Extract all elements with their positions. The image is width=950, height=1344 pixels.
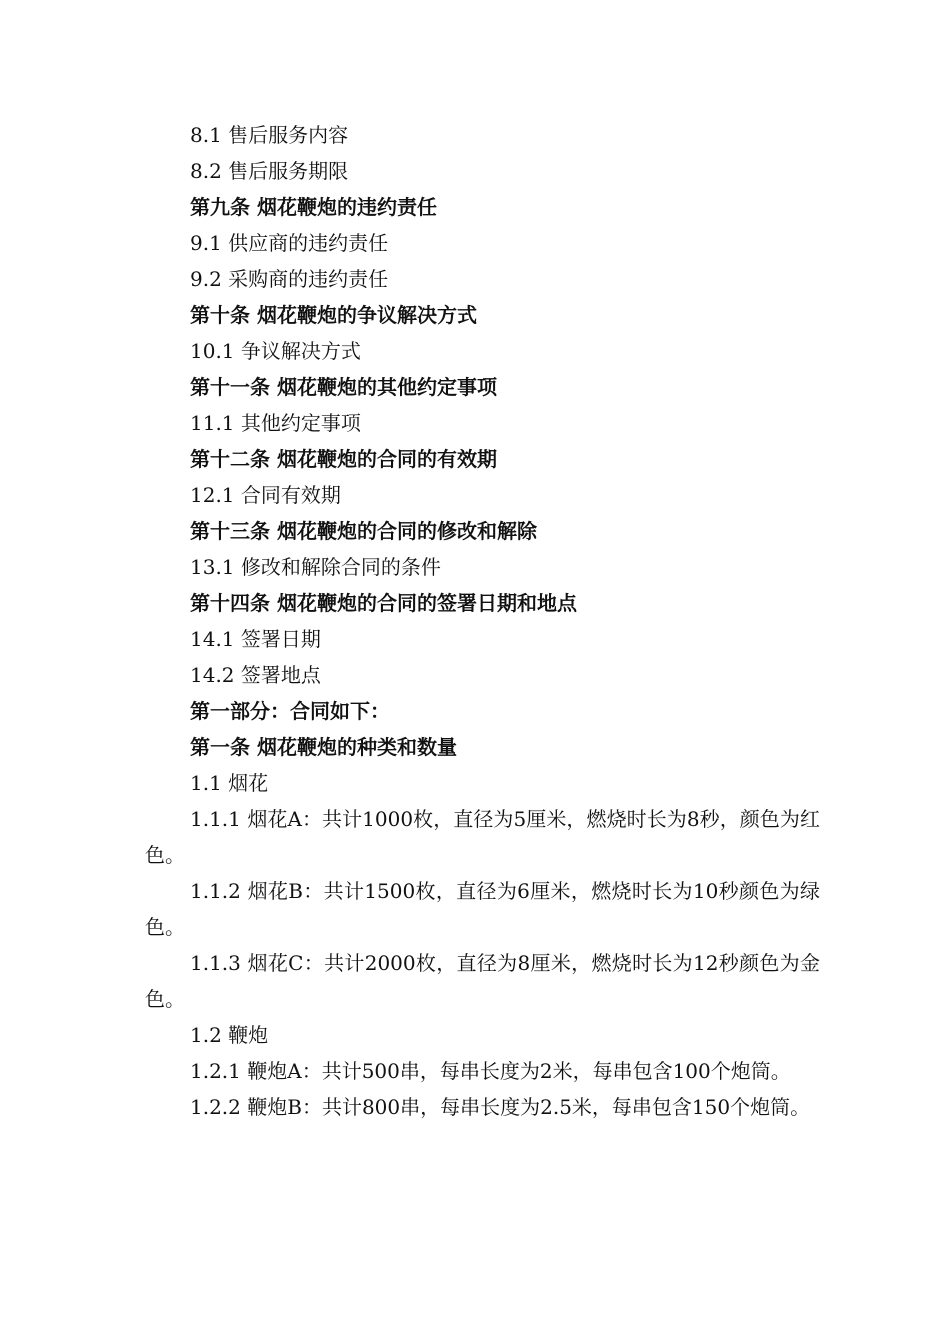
clause-paragraph: 1.1.1 烟花A：共计1000枚，直径为5厘米，燃烧时长为8秒，颜色为红色。 xyxy=(145,807,820,867)
article-heading: 第一条 烟花鞭炮的种类和数量 xyxy=(190,735,457,759)
toc-item: 9.1 供应商的违约责任 xyxy=(190,231,389,255)
article-heading: 第十四条 烟花鞭炮的合同的签署日期和地点 xyxy=(190,591,577,615)
clause-paragraph: 1.1.2 烟花B：共计1500枚，直径为6厘米，燃烧时长为10秒颜色为绿色。 xyxy=(145,879,820,939)
toc-item: 8.2 售后服务期限 xyxy=(190,159,349,183)
toc-item: 8.1 售后服务内容 xyxy=(190,123,349,147)
toc-item: 12.1 合同有效期 xyxy=(190,483,341,507)
toc-item: 9.2 采购商的违约责任 xyxy=(190,267,389,291)
part-heading: 第一部分：合同如下： xyxy=(190,699,390,723)
article-heading: 第十一条 烟花鞭炮的其他约定事项 xyxy=(190,375,497,399)
section-item: 1.1 烟花 xyxy=(190,771,269,795)
toc-item: 14.1 签署日期 xyxy=(190,627,321,651)
clause-paragraph: 1.2.2 鞭炮B：共计800串，每串长度为2.5米，每串包含150个炮筒。 xyxy=(190,1095,811,1119)
article-heading: 第十三条 烟花鞭炮的合同的修改和解除 xyxy=(190,519,537,543)
article-heading: 第十条 烟花鞭炮的争议解决方式 xyxy=(190,303,477,327)
toc-item: 14.2 签署地点 xyxy=(190,663,321,687)
toc-item: 13.1 修改和解除合同的条件 xyxy=(190,555,441,579)
article-heading: 第十二条 烟花鞭炮的合同的有效期 xyxy=(190,447,497,471)
article-heading: 第九条 烟花鞭炮的违约责任 xyxy=(190,195,437,219)
toc-item: 11.1 其他约定事项 xyxy=(190,411,361,435)
toc-item: 10.1 争议解决方式 xyxy=(190,339,361,363)
document-page xyxy=(145,117,820,1125)
clause-paragraph: 1.1.3 烟花C：共计2000枚，直径为8厘米，燃烧时长为12秒颜色为金色。 xyxy=(145,951,820,1011)
section-item: 1.2 鞭炮 xyxy=(190,1023,269,1047)
clause-paragraph: 1.2.1 鞭炮A：共计500串，每串长度为2米，每串包含100个炮筒。 xyxy=(190,1059,791,1083)
